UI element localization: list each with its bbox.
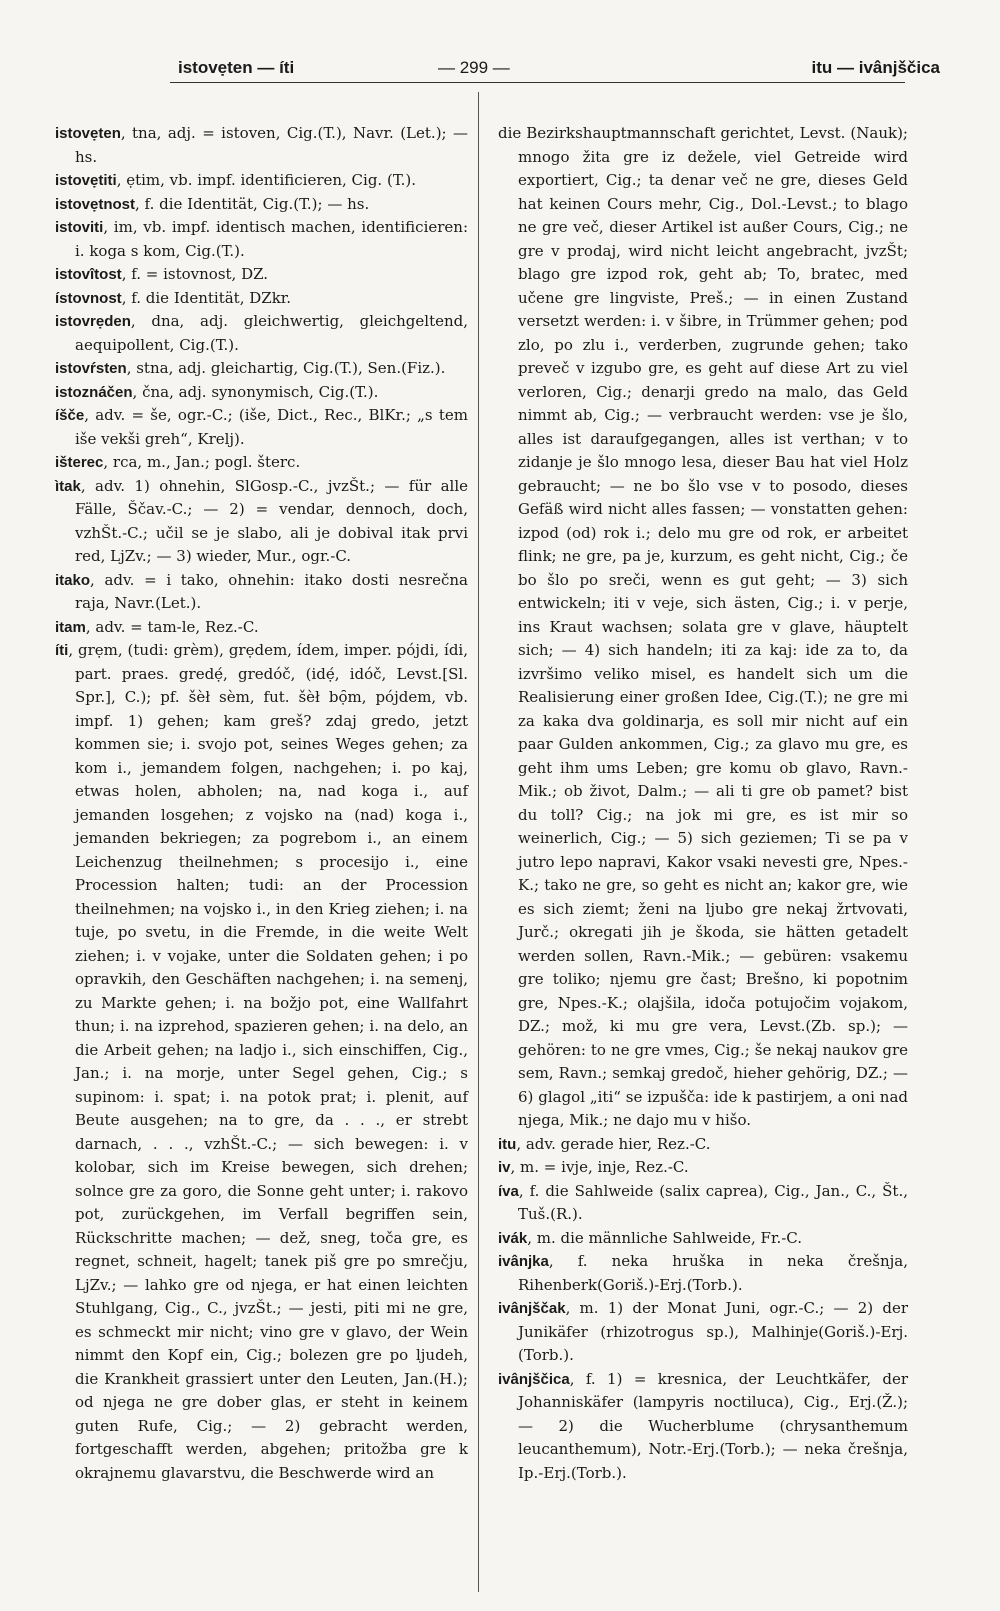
entry-body: , f. die Identität, Cig.(T.); — hs. [135,194,370,213]
dictionary-entry [498,1368,908,1486]
dictionary-entry [498,1250,908,1297]
headword: istovŕsten [55,360,127,377]
headword: istoznáčen [55,383,133,401]
headword: itako [55,571,91,589]
dictionary-entry [498,1227,908,1251]
entry-body: , grẹm, (tudi: grèm), grẹdem, ídem, imper. pójdi, ídi, part. praes. gredẹ́, gredóč, (idẹ́, idóč, Levst.[Sl. Spr.], C.); pf. šèł sèm, fut. šèł bọ̑m, pójdem, vb. impf. 1) gehen; kam greš? zdaj gredo, jetzt kommen sie; i. svojo pot, seines Weges gehen; za kom i., jemandem folgen, nachgehen; i. po kaj, etwas holen, abholen; na, nad koga i., auf jemanden losgehen; z vojsko na (nad) koga i., jemanden bekriegen; za pogrebom i., an einem Leichenzug theilnehmen; s procesijo i., eine Procession halten; tudi: an der Procession theilnehmen; na vojsko i., in den Krieg ziehen; i. na tuje, po svetu, in die Fremde, in die weite Welt ziehen; i. v vojake, unter die Soldaten gehen; i po opravkih, den Geschäften nachgehen; i. na semenj, zu Markte gehen; i. na božjo pot, eine Wallfahrt thun; i. na izprehod, spazieren gehen; i. na delo, an die Arbeit gehen; na ladjo i., sich einschiffen, Cig., Jan.; i. na morje, unter Segel gehen, Cig.; s supinom: i. spat; i. na potok prat; i. plenit, auf Beute ausgehen; na to gre, da . . ., er strebt darnach, . . ., vzhŠt.-C.; — sich bewegen: i. v kolobar, sich im Kreise bewegen, sich drehen; solnce gre za goro, die Sonne geht unter; i. rakovo pot, zurückgehen, im Verfall begriffen sein, Rückschritte machen; — dež, sneg, toča gre, es regnet, schneit, hagelt; tanek piš gre po smrečju, LjZv.; — lahko gre od njega, er hat einen leichten Stuhlgang, Cig., C., jvzŠt.; — jesti, piti mi ne gre, es schmeckt mir nicht; vino gre v glavo, der Wein nimmt den Kopf ein, Cig.; bolezen gre po ljudeh, die Krankheit grassiert unter den Leuten, Jan.(H.); od njega ne gre dober glas, er steht in keinem guten Rufe, Cig.; — 2) gebracht werden, fortgeschafft werden, abgehen; pritožba gre k okrajnemu glavarstvu, die Beschwerde wird an [68,641,468,1482]
dictionary-entry [55,404,468,451]
page-number: — 299 — [438,58,510,77]
headword: ivânjščak [498,1300,566,1317]
entry-body: , čna, adj. synonymisch, Cig.(T.). [132,382,379,401]
dictionary-entry [498,122,908,1133]
dictionary-entry [55,451,468,475]
dictionary-entry [55,263,468,287]
headword: íva [498,1182,519,1200]
headword: istovrẹden [55,313,131,330]
entry-body: , f. die Identität, DZkr. [121,288,292,307]
entry-body: , f. die Sahlweide (salix caprea), Cig., Jan., C., Št., Tuš.(R.). [518,1181,908,1223]
headword: itu [498,1135,517,1153]
dictionary-entry [55,616,468,640]
dictionary-entry [55,310,468,357]
headword: ivânjka [498,1253,549,1270]
headword: istoviti [55,219,104,236]
headword: ivák [498,1229,528,1247]
header-right-guide-words: itu — ivânjščica [811,58,940,77]
entry-body: , adv. = tam-le, Rez.-C. [85,617,259,636]
dictionary-entry [55,193,468,217]
column-divider [478,92,479,1592]
entry-body: , im, vb. impf. identisch machen, identificieren: i. koga s kom, Cig.(T.). [75,218,468,260]
dictionary-entry [498,1133,908,1157]
headword: istovẹtnost [55,195,136,213]
headword: ivânjščica [498,1370,570,1388]
dictionary-entry [498,1297,908,1368]
entry-body: , stna, adj. gleichartig, Cig.(T.), Sen.(Fiz.). [126,359,446,377]
entry-body: , m. die männliche Sahlweide, Fr.-C. [527,1228,803,1247]
dictionary-entry [55,169,468,193]
dictionary-entry [55,381,468,405]
dictionary-entry [55,216,468,263]
headword: íšče [55,407,85,424]
dictionary-entry [55,569,468,616]
headword: ístovnost [55,289,122,307]
entry-body: , rca, m., Jan.; pogl. šterc. [103,453,301,471]
entry-body: , f. 1) = kresnica, der Leuchtkäfer, der Johanniskäfer (lampyris noctiluca), Cig., Erj.(Ž.); — 2) die Wucherblume (chrysanthemum leucanthemum), Notr.-Erj.(Torb.); — neka črešnja, Ip.-Erj.(Torb.). [518,1369,908,1482]
entry-body: , adv. 1) ohnehin, SlGosp.-C., jvzŠt.; — für alle Fälle, Ščav.-C.; — 2) = vendar, dennoch, doch, vzhŠt.-C.; učil se je slabo, ali je dobival itak prvi red, LjZv.; — 3) wieder, Mur., ogr.-C. [75,476,468,565]
entry-body: die Bezirkshauptmannschaft gerichtet, Levst. (Nauk); mnogo žita gre iz dežele, viel Getreide wird exportiert, Cig.; ta denar več ne gre, dieses Geld hat keinen Cours mehr, Cig., Dol.-Levst.; to blago ne gre več, dieser Artikel ist außer Cours, Cig.; ne gre v prodaj, wird nicht leicht angebracht, jvzŠt; blago gre izpod rok, geht ab; To, bratec, med učene gre lingviste, Preš.; — in einen Zustand versetzt werden: i. v šibre, in Trümmer gehen; pod zlo, po zlu i., verderben, zugrunde gehen; tako preveč v izgubo gre, es geht auf diese Art zu viel verloren, Cig.; denarji gredo na malo, das Geld nimmt ab, Cig.; — verbraucht werden: vse je šlo, alles ist daraufgegangen, alles ist verthan; v to zidanje je šlo mnogo lesa, dieser Bau hat viel Holz gebraucht; — ne bo šlo vse v to posodo, dieses Gefäß wird nicht alles fassen; — vonstatten gehen: izpod (od) rok i.; delo mu gre od rok, er arbeitet flink; ne gre, pa je, kurzum, es geht nicht, Cig.; če bo šlo po sreči, wenn es gut geht; — 3) sich entwickeln; iti v veje, sich ästen, Cig.; i. v perje, ins Kraut wachsen; solata gre v glave, häuptelt sich; — 4) sich handeln; iti za kaj: ide za to, da izvršimo veliko misel, es handelt sich um die Realisierung einer großen Idee, Cig.(T.); ne gre mi za kaka dva goldinarja, es soll mir nicht auf ein paar Gulden ankommen, Cig.; za glavo mu gre, es geht ihm ums Leben; gre komu ob glavo, Ravn.-Mik.; ob život, Dalm.; — ali ti gre ob pamet? bist du toll? Cig.; na jok mi gre, es ist mir so weinerlich, Cig.; — 5) sich geziemen; Ti se pa v jutro lepo napravi, Kakor vsaki nevesti gre, Npes.-K.; tako ne gre, so geht es nicht an; kakor gre, wie es sich ziemt; ženi na ljubo gre nekaj žrtvovati, Jurč.; okregati jih je škoda, sie hätten getadelt werden sollen, Ravn.-Mik.; — gebüren: vsakemu gre toliko; njemu gre čast; Brešno, ki popotnim gre, Npes.-K.; olajšila, idoča potujočim vojakom, DZ.; mož, ki mu gre vera, Levst.(Zb. sp.); — gehören: to ne gre vmes, Cig.; še nekaj naukov gre sem, Ravn.; semkaj gredoč, hieher gehörig, DZ.; — 6) glagol „iti“ se izpušča: ide k pastirjem, a oni nad njega, Mik.; ne dajo mu v hišo. [498,124,908,1129]
entry-body: , adv. = še, ogr.-C.; (iše, Dict., Rec., BlKr.; „s tem iše vekši greh“, Krelj). [75,406,468,448]
entry-body: , m. = ivje, inje, Rez.-C. [510,1158,689,1176]
dictionary-entry [55,122,468,169]
entry-body: , adv. = i tako, ohnehin: itako dosti nesrečna raja, Navr.(Let.). [75,570,468,612]
dictionary-entry [55,639,468,1485]
entry-body: , f. = istovnost, DZ. [121,265,269,283]
entry-body: , adv. gerade hier, Rez.-C. [516,1134,711,1153]
entry-body: , tna, adj. = istoven, Cig.(T.), Navr. (Let.); — hs. [75,124,468,166]
dictionary-entry [55,357,468,381]
header-left-guide-words: istovẹten — íti [178,58,295,77]
headword: išterec [55,454,104,471]
headword: íti [55,642,69,659]
entry-body: , m. 1) der Monat Juni, ogr.-C.; — 2) der Junikäfer (rhizotrogus sp.), Malhinje(Goriš.)-Erj.(Torb.). [518,1299,908,1364]
entry-body: , f. neka hruška in neka črešnja, Rihenberk(Goriš.)-Erj.(Torb.). [518,1252,908,1294]
dictionary-entry [498,1180,908,1227]
dictionary-entry [55,475,468,569]
dictionary-entry [55,287,468,311]
headword: ìtak [55,477,81,495]
headword: istovẹtiti [55,172,117,189]
right-column [498,122,908,1485]
entry-body: , dna, adj. gleichwertig, gleichgeltend, aequipollent, Cig.(T.). [75,312,468,354]
headword: istovẹten [55,125,121,142]
entry-body: , ẹtim, vb. impf. identificieren, Cig. (T.). [116,171,417,189]
left-column [55,122,468,1485]
dictionary-entry [498,1156,908,1180]
headword: iv [498,1159,511,1176]
header-rule [170,82,905,83]
page-header [170,50,940,84]
headword: istovîtost [55,266,122,283]
headword: itam [55,618,86,636]
